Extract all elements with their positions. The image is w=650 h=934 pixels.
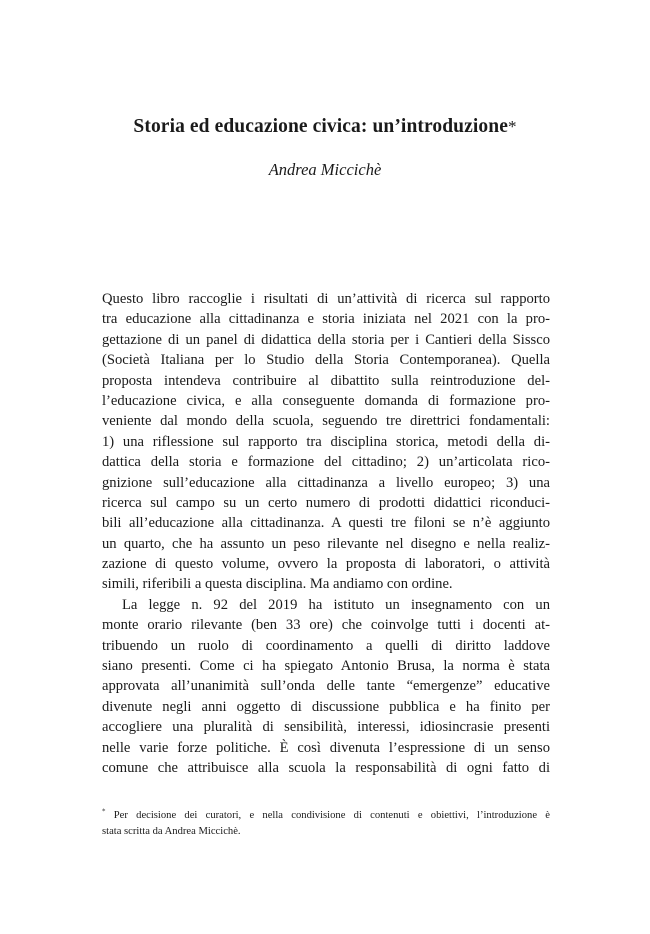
body-line: siano presenti. Come ci ha spiegato Antonio Brusa, la norma è stata [102,658,550,675]
body-line: zazione di questo volume, ovvero la proposta di laboratori, o attività [102,556,550,573]
footnote [102,808,550,840]
footnote-line: stata scritta da Andrea Miccichè. [102,826,241,837]
body-line: bili all’educazione alla cittadinanza. A questi tre filoni se n’è aggiunto [102,515,550,532]
body-line: tribuendo un ruolo di coordinamento a quelli di diritto laddove [102,637,550,654]
body-line: Questo libro raccoglie i risultati di un’attività di ricerca sul rapporto [102,291,550,307]
body-line: ricerca sul campo su un certo numero di prodotti didattici riconduci- [102,494,550,511]
footnote-text: Per decisione dei curatori, e nella condivisione di contenuti e obiettivi, l’introduzione è [113,810,550,821]
body-line: proposta intendeva contribuire al dibattito sulla reintroduzione del- [102,372,550,389]
body-line: comune che attribuisce alla scuola la responsabilità di ogni fatto di [102,759,550,776]
body-line: nelle varie forze politiche. È così divenuta l’espressione di un senso [102,739,550,756]
body-line: l’educazione civica, e alla conseguente domanda di formazione pro- [102,392,550,409]
footnote-line [102,808,550,824]
footnote-reference-mark: * [507,117,517,136]
body-line: un quarto, che ha assunto un peso rilevante nel disegno e nella realiz- [102,535,550,552]
body-line: (Società Italiana per lo Studio della Storia Contemporanea). Quella [102,352,550,369]
body-line: 1) una riflessione sul rapporto tra disciplina storica, metodi della di- [102,433,550,450]
chapter-title [0,116,650,138]
body-line: gettazione di un panel di didattica della storia per i Cantieri della Sissco [102,331,550,348]
body-line: veniente dal mondo della scuola, seguendo tre direttrici fondamentali: [102,413,550,430]
body-line: divenute negli anni oggetto di discussione pubblica e ha finito per [102,698,550,715]
body-line: gnizione sull’educazione alla cittadinanza a livello europeo; 3) una [102,474,550,491]
body-line: La legge n. 92 del 2019 ha istituto un insegnamento con un [122,596,550,613]
body-text [102,289,550,778]
body-line: dattica della storia e formazione del cittadino; 2) un’articolata rico- [102,454,550,471]
body-line: monte orario rilevante (ben 33 ore) che coinvolge tutti i docenti at- [102,617,550,634]
chapter-title-text: Storia ed educazione civica: un’introduzione [133,116,508,137]
body-line: approvata all’unanimità sull’onda delle tante “emergenze” educative [102,678,550,695]
chapter-heading [0,116,650,138]
chapter-author: Andrea Miccichè [268,160,382,179]
body-line: simili, riferibili a questa disciplina. Ma andiamo con ordine. [102,576,453,593]
body-line: tra educazione alla cittadinanza e storia iniziata nel 2021 con la pro- [102,311,550,328]
body-line: accogliere una pluralità di sensibilità, interessi, idiosincrasie presenti [102,719,550,736]
footnote-mark: * [102,807,106,816]
